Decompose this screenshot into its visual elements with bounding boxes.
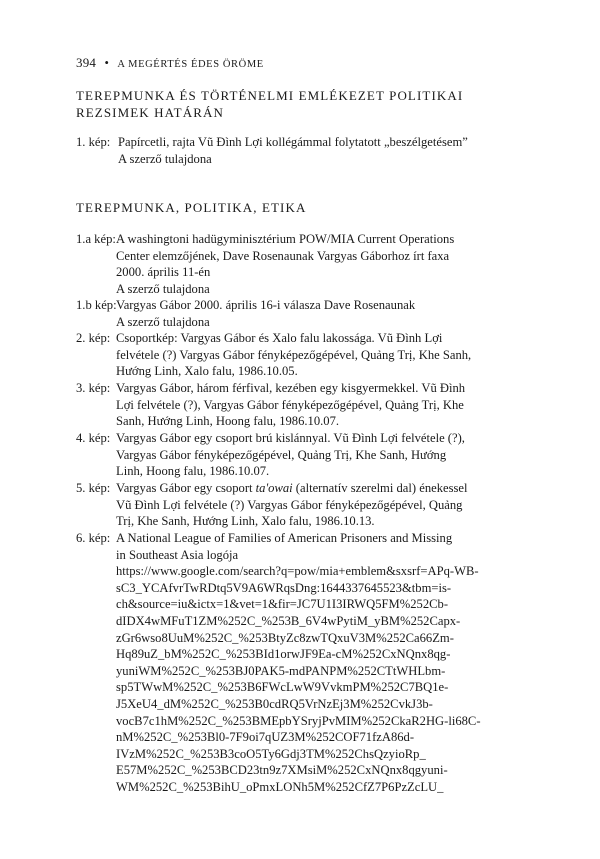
caption-line [116, 480, 528, 497]
source-url-line[interactable]: nM%252C_%253Bl0-7F9oi7qUZ3M%252COF71fzA86d- [116, 730, 415, 745]
source-url-line[interactable]: yuniWM%252C_%253BJ0PAK5-mdPANPM%252CTtWHLbm- [116, 663, 446, 678]
caption-line: A National League of Families of American Prisoners and Missing [116, 531, 453, 545]
caption-entry [76, 297, 528, 330]
caption-entry [76, 330, 528, 380]
source-url-line[interactable]: IVzM%252C_%253B3coO5Ty6Gdj3TM%252ChsQzyioRp_ [116, 746, 426, 761]
source-url-line[interactable]: WM%252C_%253BihU_oPmxLONh5M%252CfZ7P6PzZcLU_ [116, 779, 444, 794]
caption-italic-term: ta'owai [255, 481, 293, 495]
source-url-line[interactable]: ch&source=iu&ictx=1&vet=1&fir=JC7U1I3IRWQ5FM%252Cb- [116, 597, 449, 612]
caption-entry [76, 530, 528, 796]
caption-line: A washingtoni hadügyminisztérium POW/MIA Current Operations [116, 232, 455, 246]
caption-label: 4. kép: [76, 431, 111, 445]
caption-line: Vargyas Gábor, három férfival, kezében egy kisgyermekkel. Vũ Đình [116, 381, 466, 395]
caption-label: 1.b kép: [76, 298, 117, 312]
caption-label: 3. kép: [76, 381, 111, 395]
caption-line: Vargyas Gábor fényképezőgépével, Quảng Trị, Khe Sanh, Hướng [116, 447, 447, 462]
caption-line: Csoportkép: Vargyas Gábor és Xalo falu lakossága. Vũ Đình Lợi [116, 331, 443, 345]
caption-line: felvétele (?) Vargyas Gábor fényképezőgépével, Quảng Trị, Khe Sanh, [116, 347, 472, 362]
running-header [76, 55, 264, 71]
caption-line: Sanh, Hướng Linh, Hoong falu, 1986.10.07. [116, 414, 340, 429]
source-url[interactable] [116, 563, 528, 795]
caption-line: A szerző tulajdona [116, 314, 210, 329]
caption-label: 5. kép: [76, 481, 111, 495]
source-url-line[interactable]: zGr6wso8UuM%252C_%253BtyZc8zwTQxuV3M%252Ca66Zm- [116, 630, 454, 645]
source-url-line[interactable]: sC3_YCAfvrTwRDtq5V9A6WRqsDng:1644337645523&tbm=is- [116, 580, 452, 595]
caption-entry [76, 231, 528, 297]
caption-label: 2. kép: [76, 331, 111, 345]
caption-entry [76, 134, 528, 167]
source-url-line[interactable]: vocB7c1hM%252C_%253BMEpbYSryjPvMIM%252CkaR2HG-li68C- [116, 713, 481, 728]
running-title: A MEGÉRTÉS ÉDES ÖRÖME [117, 59, 264, 70]
caption-line: Center elemzőjének, Dave Rosenaunak Vargyas Gáborhoz írt faxa [116, 248, 450, 263]
caption-label: 1.a kép: [76, 232, 116, 246]
caption-label: 6. kép: [76, 531, 111, 545]
caption-line: Vũ Đình Lợi felvétele (?) Vargyas Gábor fényképezőgépével, Quảng [116, 497, 463, 512]
caption-line: in Southeast Asia logója [116, 547, 239, 562]
caption-text: (alternatív szerelmi dal) énekessel [292, 481, 468, 495]
section-title-1-line-1: TEREPMUNKA ÉS TÖRTÉNELMI EMLÉKEZET POLITIKAI [76, 88, 464, 103]
source-url-line[interactable]: dIDX4wMFuT1ZM%252C_%253B_6V4wPytiM_yBM%252Capx- [116, 613, 461, 628]
source-url-line[interactable]: J5XeU4_dM%252C_%253B0cdRQ5VrNzEj3M%252CvkJ3b- [116, 696, 433, 711]
source-url-line[interactable]: E57M%252C_%253BCD23tn9z7XMsiM%252CxNQnx8qgyuni- [116, 763, 448, 778]
caption-line: Linh, Hoong falu, 1986.10.07. [116, 464, 270, 479]
source-url-line[interactable]: Hq89uZ_bM%252C_%253BId1orwJF9Ea-cM%252CxNQnx8qg- [116, 647, 451, 662]
caption-line: 2000. április 11-én [116, 265, 211, 280]
section-title-1-line-2: REZSIMEK HATÁRÁN [76, 105, 224, 120]
caption-line: Hướng Linh, Xalo falu, 1986.10.05. [116, 364, 298, 379]
caption-text: Vargyas Gábor egy csoport [116, 481, 256, 495]
caption-line: Trị, Khe Sanh, Hướng Linh, Xalo falu, 1986.10.13. [116, 514, 375, 529]
caption-line: A szerző tulajdona [116, 281, 210, 296]
caption-line: Lợi felvétele (?), Vargyas Gábor fényképezőgépével, Quảng Trị, Khe [116, 397, 464, 412]
caption-entry [76, 480, 528, 530]
caption-line: Papírcetli, rajta Vũ Đình Lợi kollégámmal folytatott „beszélgetésem” [118, 135, 468, 149]
caption-entry [76, 380, 528, 430]
caption-line: Vargyas Gábor egy csoport brú kislánnyal. Vũ Đình Lợi felvétele (?), [116, 431, 465, 445]
page-number: 394 [76, 55, 97, 70]
source-url-line[interactable]: sp5TWwM%252C_%253B6FWcLwW9VvkmPM%252C7BQ1e- [116, 680, 449, 695]
header-bullet: • [104, 56, 110, 70]
section-title-1 [76, 87, 463, 121]
source-url-line[interactable]: https://www.google.com/search?q=pow/mia+emblem&sxsrf=APq-WB- [116, 564, 479, 579]
caption-label: 1. kép: [76, 135, 111, 149]
caption-line: Vargyas Gábor 2000. április 16-i válasza Dave Rosenaunak [116, 298, 416, 312]
caption-line: A szerző tulajdona [118, 151, 212, 166]
caption-entry [76, 430, 528, 480]
section-title-2: TEREPMUNKA, POLITIKA, ETIKA [76, 200, 307, 215]
